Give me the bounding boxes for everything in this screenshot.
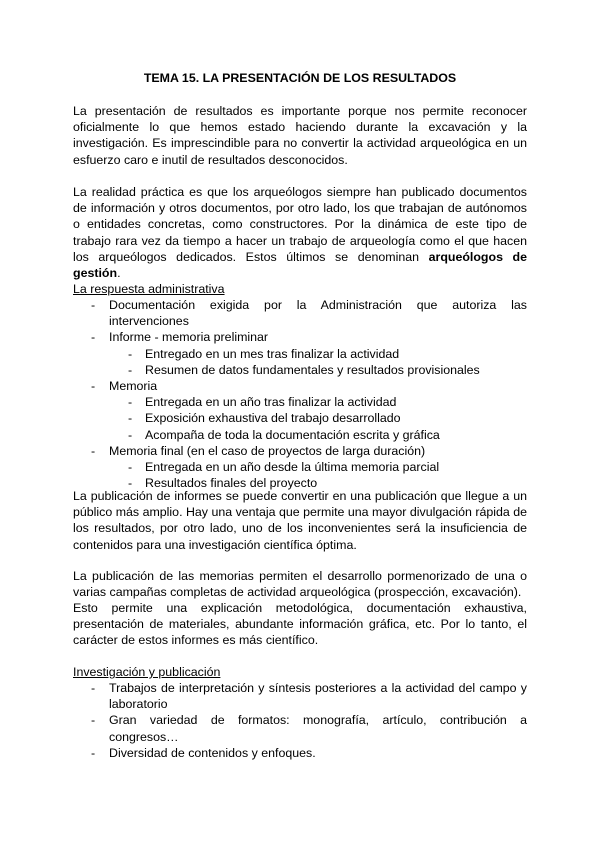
dash-bullet: -	[128, 411, 133, 426]
section-heading-research: Investigación y publicación	[73, 665, 221, 679]
list-item-text: Resultados finales del proyecto	[145, 476, 318, 491]
list-item	[0, 362, 527, 378]
dash-bullet: -	[91, 379, 96, 394]
research-list	[0, 680, 600, 761]
list-item	[0, 346, 527, 362]
list-item-text: Memoria	[109, 379, 158, 394]
administrative-list	[0, 297, 600, 491]
dash-bullet: -	[128, 346, 133, 361]
dash-bullet: -	[91, 713, 96, 728]
list-item	[0, 712, 527, 744]
list-item	[0, 443, 527, 459]
paragraph-practice-end: .	[117, 266, 121, 281]
list-item-text: Entregado en un mes tras finalizar la actividad	[145, 346, 400, 361]
list-item	[0, 680, 527, 712]
list-item-text: Informe - memoria preliminar	[109, 330, 269, 345]
list-item-text: Acompaña de toda la documentación escrita y gráfica	[145, 427, 440, 442]
dash-bullet: -	[91, 443, 96, 458]
dash-bullet: -	[91, 298, 96, 312]
list-item	[0, 427, 527, 443]
dash-bullet: -	[91, 745, 96, 760]
list-item	[0, 745, 527, 761]
dash-bullet: -	[128, 476, 133, 491]
paragraph-practice-text: La realidad práctica es que los arqueólogos siempre han publicado documentos de información y otros documentos, por otro lado, los que trabajan de autónomos o entidades concretas, como constructores. Por la dinámica de este tipo de trabajo rara vez da tiempo a hacer un trabajo de arqueología como el que hacen los arqueólogos dedicados. Estos últimos se denominan	[73, 185, 527, 264]
paragraph-memories-detail: Esto permite una explicación metodológica, documentación exhaustiva, presentación de materiales, abundante información gráfica, etc. Por lo tanto, el carácter de estos informes es más científico.	[73, 601, 527, 648]
list-item	[0, 394, 527, 410]
dash-bullet: -	[128, 460, 133, 475]
bold-term: arqueólogos de gestión	[73, 249, 527, 281]
page-title: TEMA 15. LA PRESENTACIÓN DE LOS RESULTADOS	[143, 71, 457, 85]
list-item-text: Memoria final (en el caso de proyectos de larga duración)	[109, 443, 426, 458]
paragraph-reports: La publicación de informes se puede convertir en una publicación que llegue a un público más amplio. Hay una ventaja que permite una mayor divulgación rápida de los resultados, por otro lado, uno de los inconvenientes será la insuficiencia de contenidos para una investigación científica óptima.	[73, 489, 527, 552]
dash-bullet: -	[91, 681, 96, 695]
list-item-text: Resumen de datos fundamentales y resultados provisionales	[145, 362, 480, 377]
list-item	[0, 410, 527, 426]
list-item	[0, 329, 527, 345]
dash-bullet: -	[128, 395, 133, 410]
paragraph-memories: La publicación de las memorias permiten el desarrollo pormenorizado de una o varias campañas completas de actividad arqueológica (prospección, excavación).	[73, 569, 527, 600]
dash-bullet: -	[128, 427, 133, 442]
paragraph-intro: La presentación de resultados es importante porque nos permite reconocer oficialmente lo que hemos estado haciendo durante la excavación y la investigación. Es imprescindible para no convertir la actividad arqueológica en un esfuerzo caro e inutil de resultados desconocidos.	[73, 104, 527, 167]
list-item-text: Trabajos de interpretación y síntesis posteriores a la actividad del campo y laboratorio	[109, 681, 527, 712]
list-item	[0, 378, 527, 394]
list-item-text: Documentación exigida por la Administración que autoriza las intervenciones	[109, 298, 527, 329]
list-item	[0, 459, 527, 475]
list-item-text: Diversidad de contenidos y enfoques.	[109, 745, 316, 760]
section-heading-administrative: La respuesta administrativa	[73, 282, 225, 296]
dash-bullet: -	[91, 330, 96, 345]
list-item-text: Exposición exhaustiva del trabajo desarrollado	[145, 411, 401, 426]
dash-bullet: -	[128, 362, 133, 377]
list-item-text: Entregada en un año desde la última memoria parcial	[145, 460, 440, 475]
list-item	[0, 297, 527, 329]
paragraph-practice	[73, 184, 527, 281]
list-item-text: Entregada en un año tras finalizar la actividad	[145, 395, 397, 410]
list-item-text: Gran variedad de formatos: monografía, artículo, contribución a congresos…	[109, 713, 527, 744]
